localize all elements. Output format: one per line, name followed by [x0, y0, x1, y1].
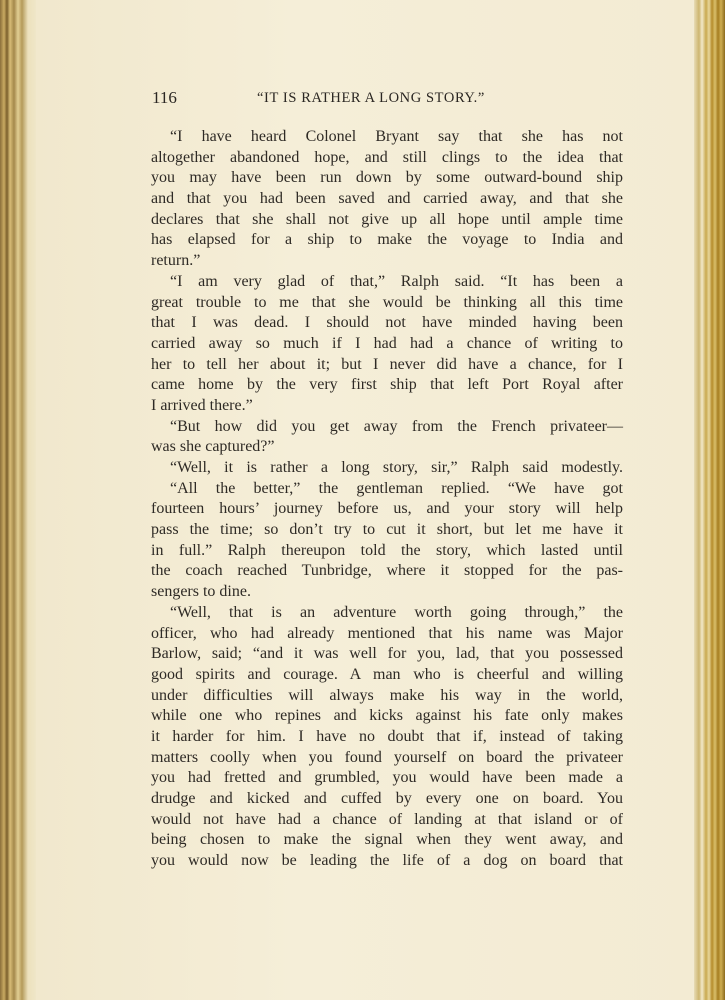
book-binding-gutter — [0, 0, 36, 1000]
text-line: the coach reached Tunbridge, where it stopped for the pas- — [151, 562, 623, 580]
text-line: I arrived there.” — [151, 396, 253, 414]
text-line: being chosen to make the signal when they went away, and — [151, 831, 623, 849]
text-line: you had fretted and grumbled, you would have been made a — [151, 769, 623, 787]
page-number: 116 — [152, 88, 177, 107]
text-line: that I was dead. I should not have minded having been — [151, 314, 623, 332]
text-line: was she captured?” — [151, 438, 275, 456]
text-line: you would now be leading the life of a dog on board that — [151, 852, 623, 870]
text-line: you may have been run down by some outward-bound ship — [151, 169, 623, 187]
text-line: great trouble to me that she would be thinking all this time — [151, 293, 623, 311]
text-line: under difficulties will always make his way in the world, — [151, 686, 623, 704]
text-line: “But how did you get away from the French privateer— — [170, 417, 623, 435]
text-line: in full.” Ralph thereupon told the story, which lasted until — [151, 541, 623, 559]
body-text — [151, 127, 623, 872]
text-line: officer, who had already mentioned that his name was Major — [151, 624, 623, 642]
text-line: would not have had a chance of landing at that island or of — [151, 810, 623, 828]
text-line: and that you had been saved and carried away, and that she — [151, 190, 623, 208]
text-line: Barlow, said; “and it was well for you, lad, that you possessed — [151, 645, 623, 663]
text-line: her to tell her about it; but I never did have a chance, for I — [151, 355, 623, 373]
text-line: declares that she shall not give up all hope until ample time — [151, 210, 623, 228]
text-line: good spirits and courage. A man who is cheerful and willing — [151, 665, 623, 683]
text-line: has elapsed for a ship to make the voyage to India and — [151, 231, 623, 249]
text-line: carried away so much if I had had a chance of writing to — [151, 334, 623, 352]
text-line: “Well, that is an adventure worth going through,” the — [170, 603, 623, 621]
text-line: pass the time; so don’t try to cut it short, but let me have it — [151, 521, 623, 539]
text-line: while one who repines and kicks against his fate only makes — [151, 707, 623, 725]
text-line: it harder for him. I have no doubt that if, instead of taking — [151, 727, 623, 745]
text-line: sengers to dine. — [151, 583, 251, 601]
text-line: drudge and kicked and cuffed by every one on board. You — [151, 790, 623, 807]
running-title: “IT IS RATHER A LONG STORY.” — [257, 90, 485, 106]
text-line: return.” — [151, 252, 201, 270]
text-line: “All the better,” the gentleman replied. “We have got — [170, 479, 623, 497]
text-line: “I have heard Colonel Bryant say that she has not — [170, 128, 623, 145]
page-edges — [694, 0, 725, 1000]
text-line: came home by the very first ship that left Port Royal after — [151, 376, 623, 394]
text-line: “Well, it is rather a long story, sir,” Ralph said modestly. — [170, 459, 623, 476]
text-line: “I am very glad of that,” Ralph said. “It has been a — [170, 272, 623, 290]
text-line: fourteen hours’ journey before us, and your story will help — [151, 500, 623, 518]
text-line: altogether abandoned hope, and still clings to the idea that — [151, 148, 623, 166]
text-line: matters coolly when you found yourself on board the privateer — [151, 748, 623, 766]
